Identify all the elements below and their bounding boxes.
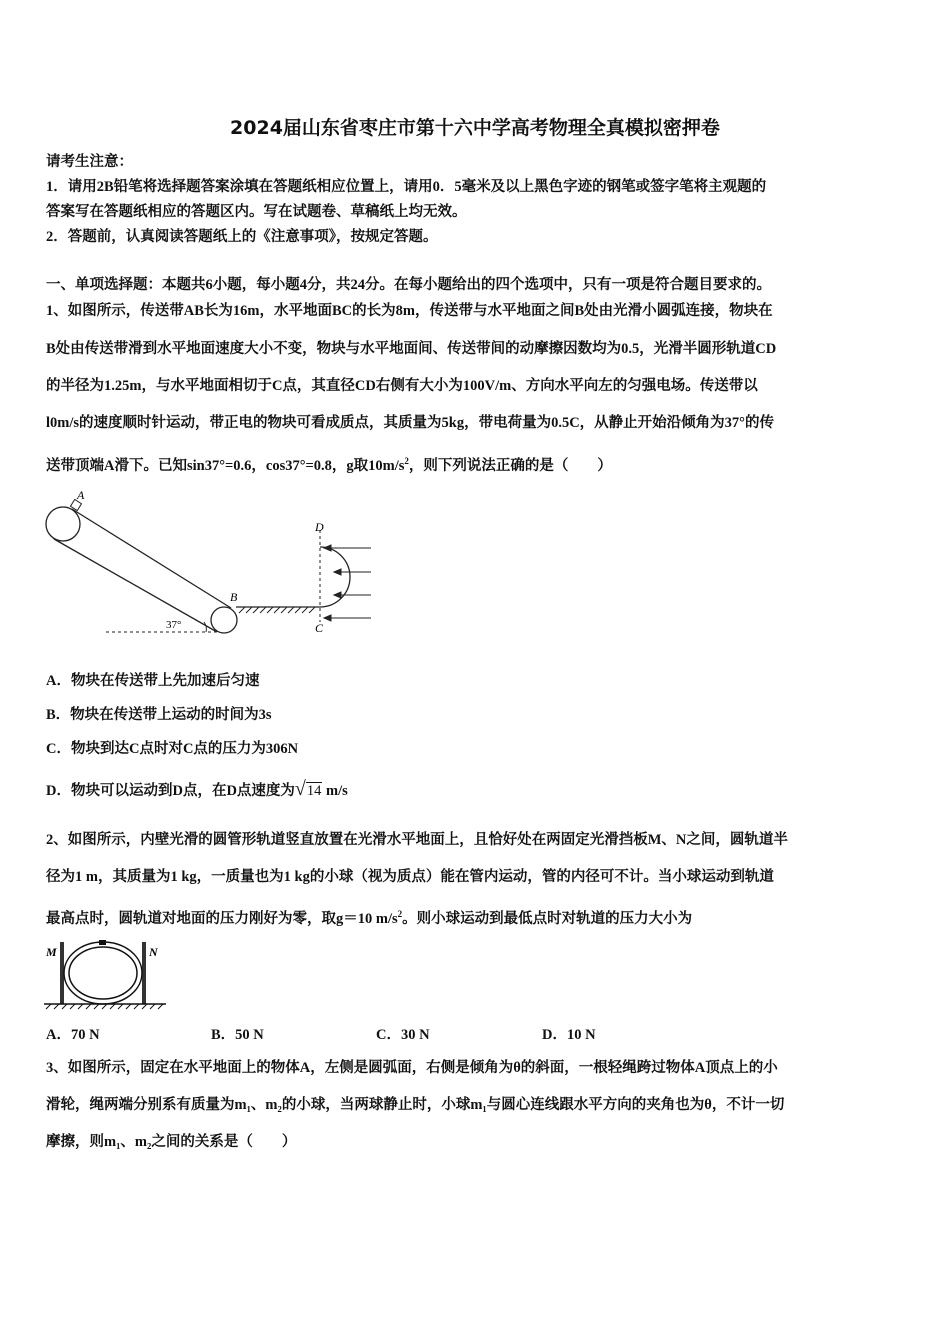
- q1-figure: [40, 488, 380, 640]
- q2-line-3-b: 。则小球运动到最低点时对轨道的压力大小为: [402, 910, 693, 927]
- q1-option-d: [46, 778, 348, 801]
- q2-fig-label-M: M: [46, 945, 57, 959]
- page-title: 2024届山东省枣庄市第十六中学高考物理全真模拟密押卷: [230, 117, 720, 139]
- q2-option-c: C．30 N: [376, 1027, 430, 1043]
- q2-fig-label-N: N: [149, 945, 158, 959]
- q1-line-3: 的半径为1.25m，与水平地面相切于C点，其直径CD右侧有大小为100V/m、方向水平向左的匀强电场。传送带以: [46, 378, 758, 394]
- q1-line-1: 1、如图所示，传送带AB长为16m，水平地面BC的长为8m，传送带与水平地面之间B处由光滑小圆弧连接，物块在: [46, 303, 773, 319]
- section-heading: 一、单项选择题：本题共6小题，每小题4分，共24分。在每小题给出的四个选项中，只有一项是符合题目要求的。: [46, 277, 771, 293]
- q2-line-1: 2、如图所示，内壁光滑的圆管形轨道竖直放置在光滑水平地面上，且恰好处在两固定光滑挡板M、N之间，圆轨道半: [46, 832, 788, 848]
- q2-option-d: D．10 N: [542, 1027, 596, 1043]
- notice-line-1: 1．请用2B铅笔将选择题答案涂填在答题纸相应位置上，请用0．5毫米及以上黑色字迹的钢笔或签字笔将主观题的: [46, 179, 767, 195]
- q1-line-4: l0m/s的速度顺时针运动，带正电的物块可看成质点，其质量为5kg，带电荷量为0.5C，从静止开始沿倾角为37°的传: [46, 415, 774, 431]
- q1-line-2: B处由传送带滑到水平地面速度大小不变，物块与水平地面间、传送带间的动摩擦因数均为0.5，光滑半圆形轨道CD: [46, 341, 777, 357]
- q1-option-c: C．物块到达C点时对C点的压力为306N: [46, 741, 299, 757]
- q1-option-d-unit: m/s: [322, 783, 348, 799]
- q1-fig-angle: 37°: [166, 619, 182, 631]
- q2-line-3: [46, 904, 908, 929]
- q1-line-5-sup: 2: [404, 456, 409, 466]
- q2-figure: [42, 936, 168, 1012]
- q1-option-d-text: D．物块可以运动到D点，在D点速度为: [46, 783, 295, 799]
- q3-line-2: 滑轮，绳两端分别系有质量为m₁、m₂的小球，当两球静止时，小球m₁与圆心连线跟水平方向的夹角也为θ，不计一切: [46, 1097, 785, 1113]
- q1-line-5-a: 送带顶端A滑下。已知sin37°=0.6，cos37°=0.8，g取10m/s: [46, 457, 405, 474]
- q2-option-a: A．70 N: [46, 1027, 100, 1043]
- q1-fig-label-D: D: [315, 520, 324, 534]
- q1-line-5-b: ，则下列说法正确的是（ ）: [408, 457, 612, 474]
- q1-fig-label-C: C: [315, 621, 324, 635]
- q1-line-5: [46, 451, 908, 476]
- q3-line-1: 3、如图所示，固定在水平地面上的物体A，左侧是圆弧面，右侧是倾角为θ的斜面，一根轻绳跨过物体A顶点上的小: [46, 1060, 778, 1076]
- q3-line-3: 摩擦，则m₁、m₂之间的关系是（ ）: [46, 1134, 297, 1150]
- q1-option-b: B．物块在传送带上运动的时间为3s: [46, 707, 272, 723]
- q1-fig-label-A: A: [77, 488, 85, 502]
- notice-line-3: 2．答题前，认真阅读答题纸上的《注意事项》，按规定答题。: [46, 229, 438, 245]
- notice-line-2: 答案写在答题纸相应的答题区内。写在试题卷、草稿纸上均无效。: [46, 204, 467, 220]
- q2-line-2: 径为1 m，其质量为1 kg，一质量也为1 kg的小球（视为质点）能在管内运动，管的内径可不计。当小球运动到轨道: [46, 869, 774, 885]
- q2-line-3-sup: 2: [397, 909, 403, 919]
- sqrt-icon: √: [294, 778, 306, 800]
- q1-option-d-radicand: 14: [306, 783, 322, 799]
- q2-line-3-a: 最高点时，圆轨道对地面的压力刚好为零，取g＝10 m/s: [46, 910, 398, 927]
- q1-fig-label-B: B: [230, 590, 238, 604]
- q2-option-b: B．50 N: [211, 1027, 264, 1043]
- q1-option-a: A．物块在传送带上先加速后匀速: [46, 673, 260, 689]
- notice-heading: 请考生注意：: [46, 154, 133, 170]
